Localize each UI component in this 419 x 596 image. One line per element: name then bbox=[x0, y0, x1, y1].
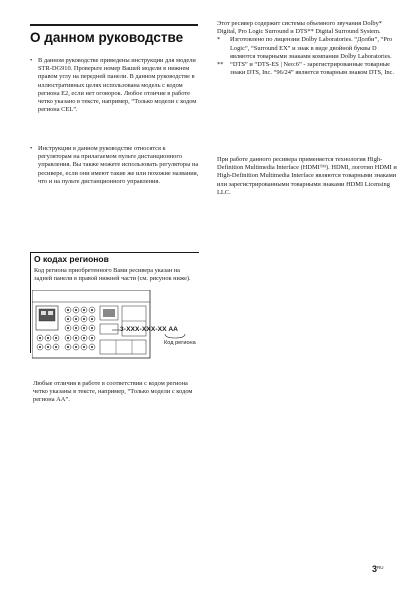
footnote-text: “DTS” и “DTS-ES | Neo:6” - зарегистрированные товарные знаки DTS, Inc. “96/24” является товарным знаком DTS, Inc. bbox=[230, 61, 394, 77]
footnote-text: Изготовлено по лицензии Dolby Laboratories. “Долби”, “Pro Logic”, “Surround EX” и знак в виде двойной буквы D являются товарными знаками компании Dolby Laboratories. bbox=[230, 36, 393, 60]
page-language: RU bbox=[377, 565, 384, 570]
footnote-dolby bbox=[217, 36, 397, 61]
footnote-mark: ** bbox=[217, 61, 224, 69]
surround-intro-text: Этот ресивер содержит системы объемного звучания Dolby* Digital, Pro Logic Surround и DTS** Digital Surround System. bbox=[217, 20, 382, 36]
bullet-mark: • bbox=[30, 57, 33, 64]
region-code-caption: Код региона bbox=[164, 340, 196, 346]
region-codes-text: Код региона приобретенного Вами ресивера указан на задней панели в правой нижней части (см. рисунок ниже). bbox=[34, 267, 191, 283]
region-differences-text: Любые отличия в работе в соответствии с кодом региона четко указаны в тексте, например, “Только модели с кодом региона AA”. bbox=[33, 380, 193, 404]
bullet-text: В данном руководстве приведены инструкции для модели STR-DG910. Проверьте номер Вашей модели в нижнем правом углу на передней панели. В данном руководстве в иллюстративных целях использована модель с кодом региона E2, если нет оговорок. Любое отличие в работе четко указано в тексте, например, “Только модели с кодом региона CEL”. bbox=[38, 57, 197, 114]
page-title: О данном руководстве bbox=[30, 30, 184, 45]
trademark-section bbox=[217, 20, 397, 77]
footnote-mark: * bbox=[217, 36, 221, 44]
footnote-dts bbox=[217, 61, 397, 77]
bullet-item-model bbox=[30, 57, 200, 114]
page-number-value: 3 bbox=[372, 564, 378, 574]
rear-panel-illustration bbox=[32, 290, 152, 360]
section-header bbox=[30, 24, 198, 52]
region-code-string: 3-XXX-XXX-XX AA bbox=[120, 326, 179, 333]
bullet-item-remote bbox=[30, 145, 200, 186]
bullet-mark: • bbox=[30, 145, 33, 152]
region-codes-title: О кодах регионов bbox=[34, 254, 109, 264]
hdmi-trademark-text: При работе данного ресивера применяется технология High-Definition Multimedia Interface (HDMI™). HDMI, логотип HDMI и High-Definition Multimedia Interface являются товарными знаками или зарегистрированными товарными знаками HDMI Licensing LLC. bbox=[217, 156, 397, 196]
page-number bbox=[372, 564, 384, 574]
bullet-text: Инструкции в данном руководстве относятся к регуляторам на прилагаемом пульте дистанционного управления. Вы также можете использовать регуляторы на ресивере, если они имеют такие же или похожие названия, что и на пульте дистанционного управления. bbox=[38, 145, 199, 185]
